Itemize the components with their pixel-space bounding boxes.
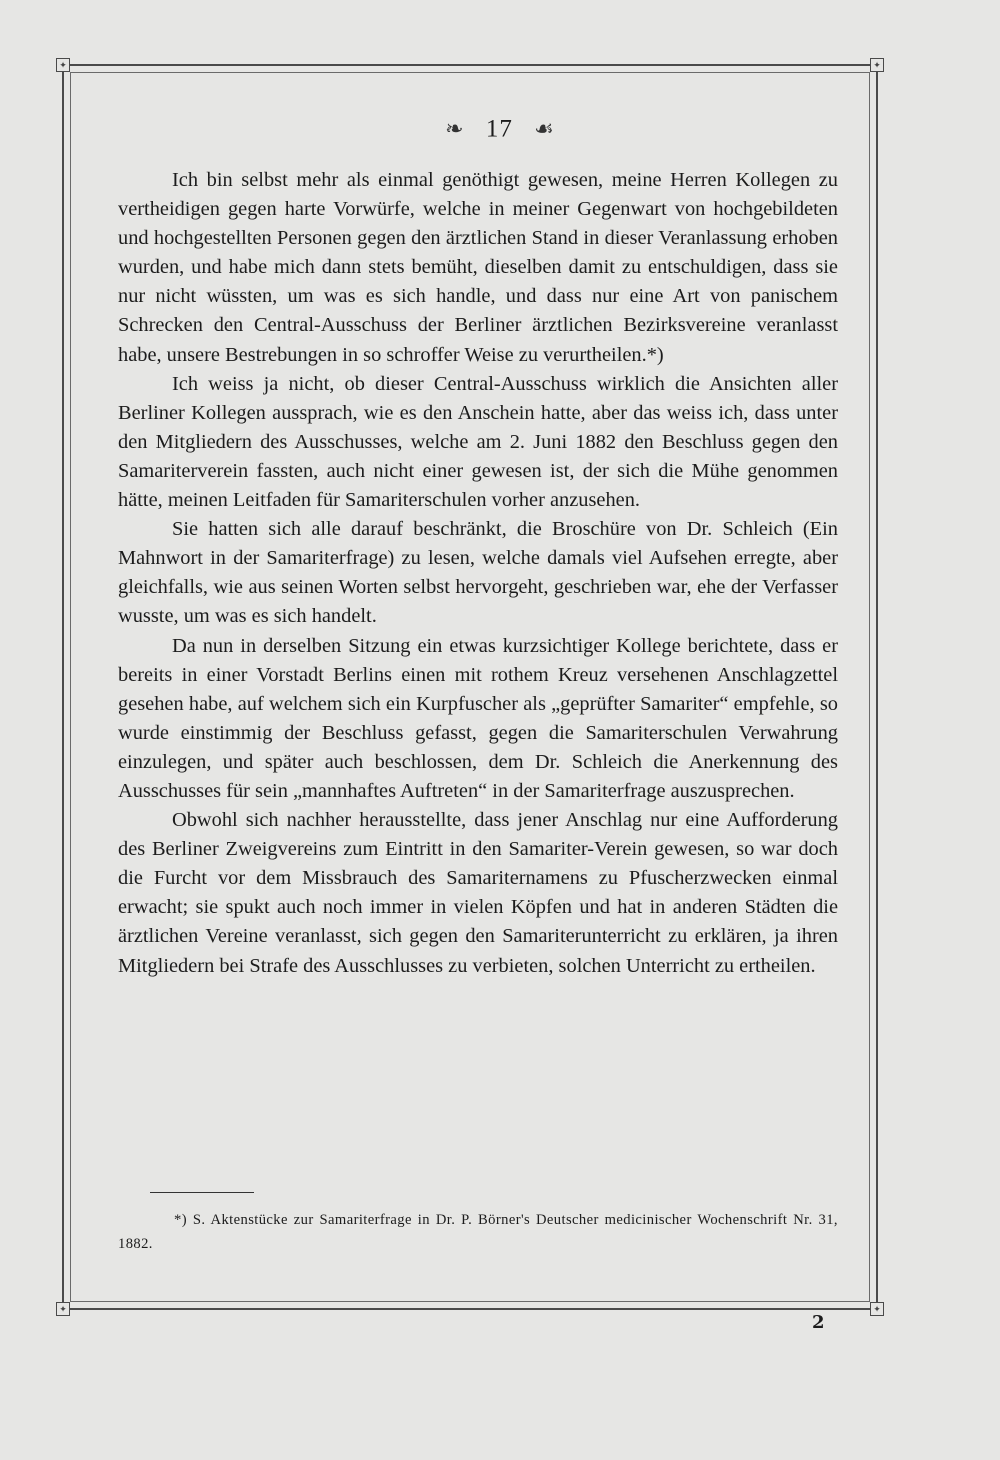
corner-ornament-bottom-right: ✦ — [870, 1302, 884, 1316]
main-text — [118, 166, 838, 981]
corner-ornament-top-right: ✦ — [870, 58, 884, 72]
left-flourish-icon: ❧ — [445, 116, 465, 142]
page-header — [0, 114, 1000, 143]
paragraph: Obwohl sich nachher herausstellte, dass jener Anschlag nur eine Aufforderung des Berliner Zweigvereins zum Eintritt in den Samariter-Verein gewesen, so war doch die Furcht vor dem Missbrauch des Samariternamens zu Pfuscherzwecken einmal erwacht; sie spukt auch noch immer in vielen Köpfen und hat in anderen Städten die ärztlichen Vereine veranlasst, sich gegen den Samariterunterricht zu erklären, ja ihren Mitgliedern bei Strafe des Ausschlusses zu verbieten, solchen Unterricht zu ertheilen. — [118, 809, 838, 977]
paragraph: Da nun in derselben Sitzung ein etwas kurzsichtiger Kollege berichtete, dass er bereits in einer Vorstadt Berlins einen mit rothem Kreuz versehenen Anschlagzettel gesehen habe, auf welchem sich ein Kurpfuscher als „geprüfter Samariter“ empfehle, so wurde einstimmig der Beschluss gefasst, gegen die Samariterschulen Verwahrung einzulegen, und später auch beschlossen, dem Dr. Schleich die Anerkennung des Ausschusses für sein „mannhaftes Auftreten“ in der Samariterfrage auszusprechen. — [118, 634, 838, 802]
right-flourish-icon: ☙ — [534, 116, 555, 142]
corner-ornament-bottom-left: ✦ — [56, 1302, 70, 1316]
paragraph: Ich weiss ja nicht, ob dieser Central-Ausschuss wirklich die Ansichten aller Berliner Kollegen aussprach, wie es den Anschein hatte, aber das weiss ich, dass unter den Mitgliedern des Ausschusses, welche am 2. Juni 1882 den Beschluss gegen den Samariterverein fassten, auch nicht einer gewesen ist, der sich die Mühe genommen hätte, meinen Leitfaden für Samariterschulen vorher anzusehen. — [118, 372, 838, 512]
footnote: *) S. Aktenstücke zur Samariterfrage in Dr. P. Börner's Deutscher medicinischer Wochenschrift Nr. 31, 1882. — [118, 1212, 838, 1252]
paragraph: Ich bin selbst mehr als einmal genöthigt gewesen, meine Herren Kollegen zu vertheidigen gegen harte Vorwürfe, welche in meiner Gegenwart von hochgebildeten und hochgestellten Personen gegen den ärztlichen Stand in dieser Veranlassung erhoben wurden, und habe mich dann stets bemüht, dieselben damit zu entschuldigen, dass sie nur nicht wüssten, um was es sich handle, und dass nur eine Art von panischem Schrecken den Central-Ausschuss der Berliner ärztlichen Bezirksvereine veranlasst habe, unsere Bestrebungen in so schroffer Weise zu verurtheilen.*) — [118, 169, 838, 366]
paragraph: Sie hatten sich alle darauf beschränkt, die Broschüre von Dr. Schleich (Ein Mahnwort in der Samariterfrage) zu lesen, welche damals viel Aufsehen erregte, aber gleichfalls, wie aus seinen Worten selbst hervorgeht, geschrieben war, ehe der Verfasser wusste, um was es sich handelt. — [118, 518, 838, 628]
corner-ornament-top-left: ✦ — [56, 58, 70, 72]
page-number: 17 — [485, 115, 513, 143]
signature-mark: 2 — [812, 1312, 825, 1333]
footnote-rule — [150, 1192, 254, 1193]
